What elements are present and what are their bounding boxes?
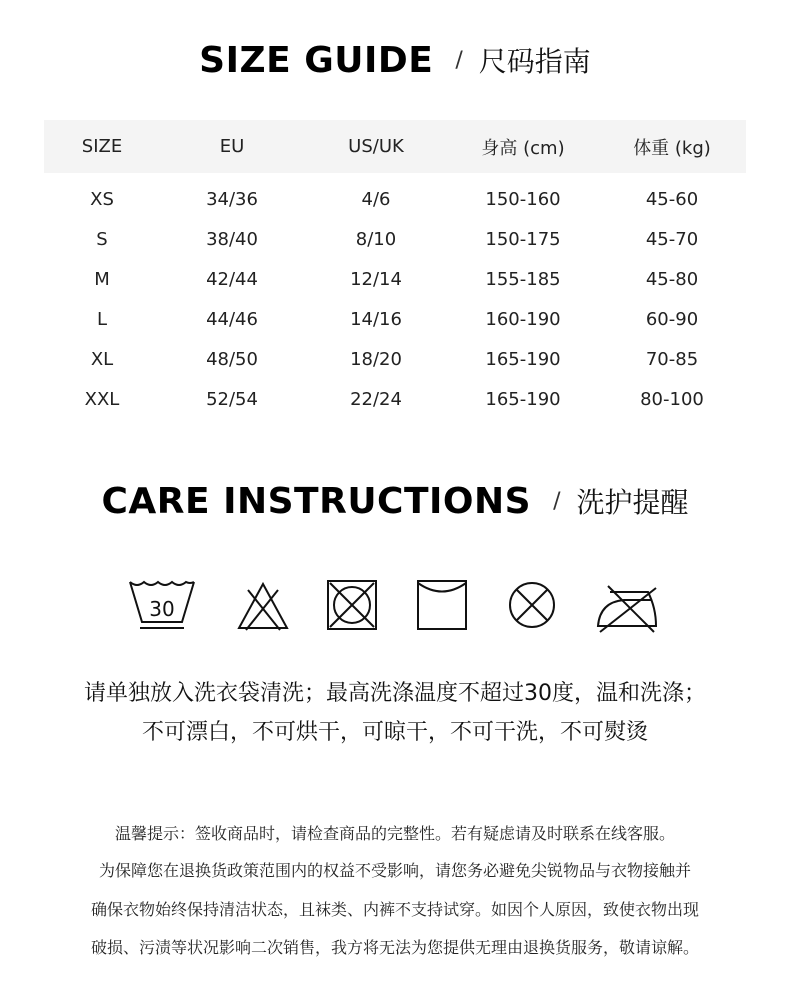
size-guide-title [0, 40, 790, 80]
cell-eu: 44/46 [206, 308, 258, 330]
table-row [44, 259, 746, 299]
care-text-line-1: 请单独放入洗衣袋清洗；最高洗涤温度不超过30度，温和洗涤； [84, 681, 706, 706]
cell-size: M [94, 268, 110, 290]
cell-us-uk: 22/24 [350, 388, 402, 410]
notice-line-3: 确保衣物始终保持清洁状态，且袜类、内裤不支持试穿。如因个人原因，致使衣物出现 [90, 900, 699, 919]
size-table-header-row [44, 120, 746, 173]
care-text-line-2: 不可漂白，不可烘干，可晾干，不可干洗，不可熨烫 [141, 720, 648, 745]
cell-us-uk: 8/10 [355, 228, 397, 250]
cell-us-uk: 12/14 [350, 268, 402, 290]
table-row [44, 219, 746, 259]
notice-line-2: 为保障您在退换货政策范围内的权益不受影响，请您务必避免尖锐物品与衣物接触并 [98, 861, 691, 880]
care-instructions-title [0, 481, 790, 521]
cell-eu: 34/36 [206, 188, 258, 210]
care-title-separator: / [553, 488, 561, 514]
cell-eu: 38/40 [206, 228, 258, 250]
header-height: 身高 (cm) [448, 120, 598, 173]
wash-temp-label: 30 [149, 597, 175, 621]
do-not-dry-clean-icon [506, 578, 558, 634]
do-not-iron-icon [594, 578, 664, 634]
do-not-tumble-dry-icon [326, 578, 378, 634]
cell-height: 165-190 [485, 388, 561, 410]
cell-height: 165-190 [485, 348, 561, 370]
size-table [44, 120, 746, 419]
cell-eu: 52/54 [206, 388, 258, 410]
cell-size: S [96, 228, 108, 250]
cell-size: XL [90, 348, 114, 370]
header-size: SIZE [44, 120, 160, 173]
cell-eu: 48/50 [206, 348, 258, 370]
table-row [44, 379, 746, 419]
cell-height: 160-190 [485, 308, 561, 330]
cell-weight: 45-60 [645, 188, 699, 210]
cell-weight: 45-70 [645, 228, 699, 250]
cell-eu: 42/44 [206, 268, 258, 290]
cell-weight: 80-100 [640, 388, 704, 410]
wash-30-icon [126, 578, 198, 634]
cell-weight: 60-90 [645, 308, 699, 330]
cell-height: 155-185 [485, 268, 561, 290]
table-row [44, 299, 746, 339]
table-row [44, 173, 746, 219]
notice-line-1: 温馨提示：签收商品时，请检查商品的完整性。若有疑虑请及时联系在线客服。 [114, 824, 675, 843]
table-row [44, 339, 746, 379]
size-guide-title-en: SIZE GUIDE [199, 39, 434, 81]
cell-weight: 70-85 [645, 348, 699, 370]
header-us-uk: US/UK [304, 120, 448, 173]
notice-line-4: 破损、污渍等状况影响二次销售，我方将无法为您提供无理由退换货服务，敬请谅解。 [90, 938, 699, 957]
cell-us-uk: 18/20 [350, 348, 402, 370]
cell-height: 150-160 [485, 188, 561, 210]
cell-size: XXL [84, 388, 120, 410]
cell-weight: 45-80 [645, 268, 699, 290]
cell-size: L [96, 308, 108, 330]
cell-us-uk: 14/16 [350, 308, 402, 330]
size-guide-title-cn: 尺码指南 [478, 45, 591, 78]
care-title-cn: 洗护提醒 [576, 486, 689, 519]
care-icons-row [126, 578, 666, 638]
do-not-bleach-icon [236, 578, 290, 634]
care-title-en: CARE INSTRUCTIONS [101, 480, 532, 522]
size-guide-title-separator: / [455, 47, 463, 73]
line-dry-icon [416, 578, 468, 634]
cell-us-uk: 4/6 [361, 188, 391, 210]
header-eu: EU [160, 120, 304, 173]
cell-size: XS [90, 188, 114, 210]
header-weight: 体重 (kg) [598, 120, 746, 173]
cell-height: 150-175 [485, 228, 561, 250]
